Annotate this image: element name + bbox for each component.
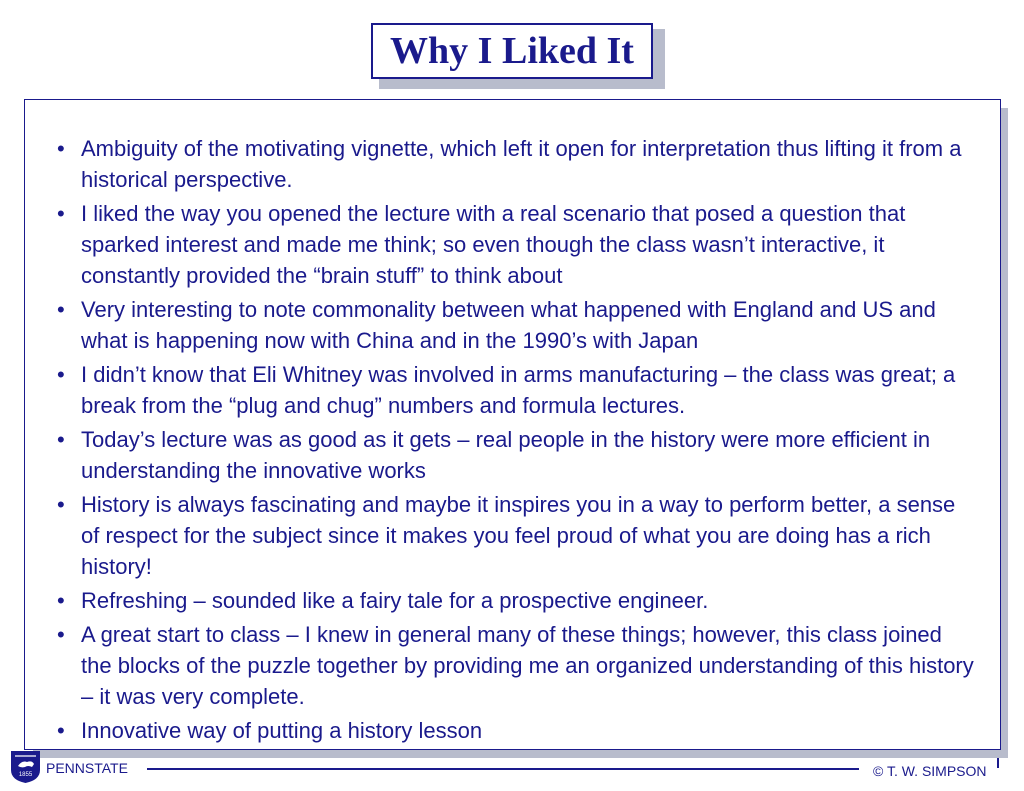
bullet-dot: • xyxy=(57,622,65,647)
bullet-item xyxy=(57,489,977,582)
bullet-item xyxy=(57,619,977,712)
bullet-item xyxy=(57,133,977,195)
bullet-item xyxy=(57,424,977,486)
content-box xyxy=(24,99,1001,750)
footer-divider-right xyxy=(997,758,999,768)
bullet-text: Ambiguity of the motivating vignette, which left it open for interpretation thus lifting it from a historical perspective. xyxy=(81,136,962,192)
bullet-dot: • xyxy=(57,136,65,161)
bullet-dot: • xyxy=(57,297,65,322)
bullet-text: I liked the way you opened the lecture with a real scenario that posed a question that sparked interest and made me think; so even though the class wasn’t interactive, it constantly provided the “brain stuff” to think about xyxy=(81,201,906,288)
penn-state-shield-icon xyxy=(10,750,41,784)
bullet-item xyxy=(57,294,977,356)
footer-divider xyxy=(147,768,859,770)
bullet-item xyxy=(57,585,977,616)
bullet-item xyxy=(57,198,977,291)
bullet-dot: • xyxy=(57,492,65,517)
logo-year: 1855 xyxy=(18,772,33,778)
bullet-dot: • xyxy=(57,362,65,387)
bullet-dot: • xyxy=(57,427,65,452)
bullet-text: Innovative way of putting a history lesson xyxy=(81,718,483,743)
bullet-item xyxy=(57,715,977,746)
title-box xyxy=(371,23,653,79)
bullet-text: Today’s lecture was as good as it gets – real people in the history were more efficient in understanding the innovative works xyxy=(81,427,931,483)
slide-title: Why I Liked It xyxy=(390,30,634,72)
bullet-text: A great start to class – I knew in general many of these things; however, this class joined the blocks of the puzzle together by providing me an organized understanding of this history – it was very complete. xyxy=(81,622,974,709)
footer-brand: PENNSTATE xyxy=(46,760,128,776)
bullet-text: Very interesting to note commonality between what happened with England and US and what is happening now with China and in the 1990’s with Japan xyxy=(81,297,936,353)
footer-copyright: © T. W. SIMPSON xyxy=(873,763,987,779)
bullet-item xyxy=(57,359,977,421)
bullet-dot: • xyxy=(57,201,65,226)
bullet-text: History is always fascinating and maybe it inspires you in a way to perform better, a sense of respect for the subject since it makes you feel proud of what you are doing has a rich history! xyxy=(81,492,956,579)
bullet-text: I didn’t know that Eli Whitney was involved in arms manufacturing – the class was great; a break from the “plug and chug” numbers and formula lectures. xyxy=(81,362,956,418)
bullet-text: Refreshing – sounded like a fairy tale for a prospective engineer. xyxy=(81,588,709,613)
bullet-dot: • xyxy=(57,718,65,743)
bullet-dot: • xyxy=(57,588,65,613)
bullet-list xyxy=(57,133,977,749)
